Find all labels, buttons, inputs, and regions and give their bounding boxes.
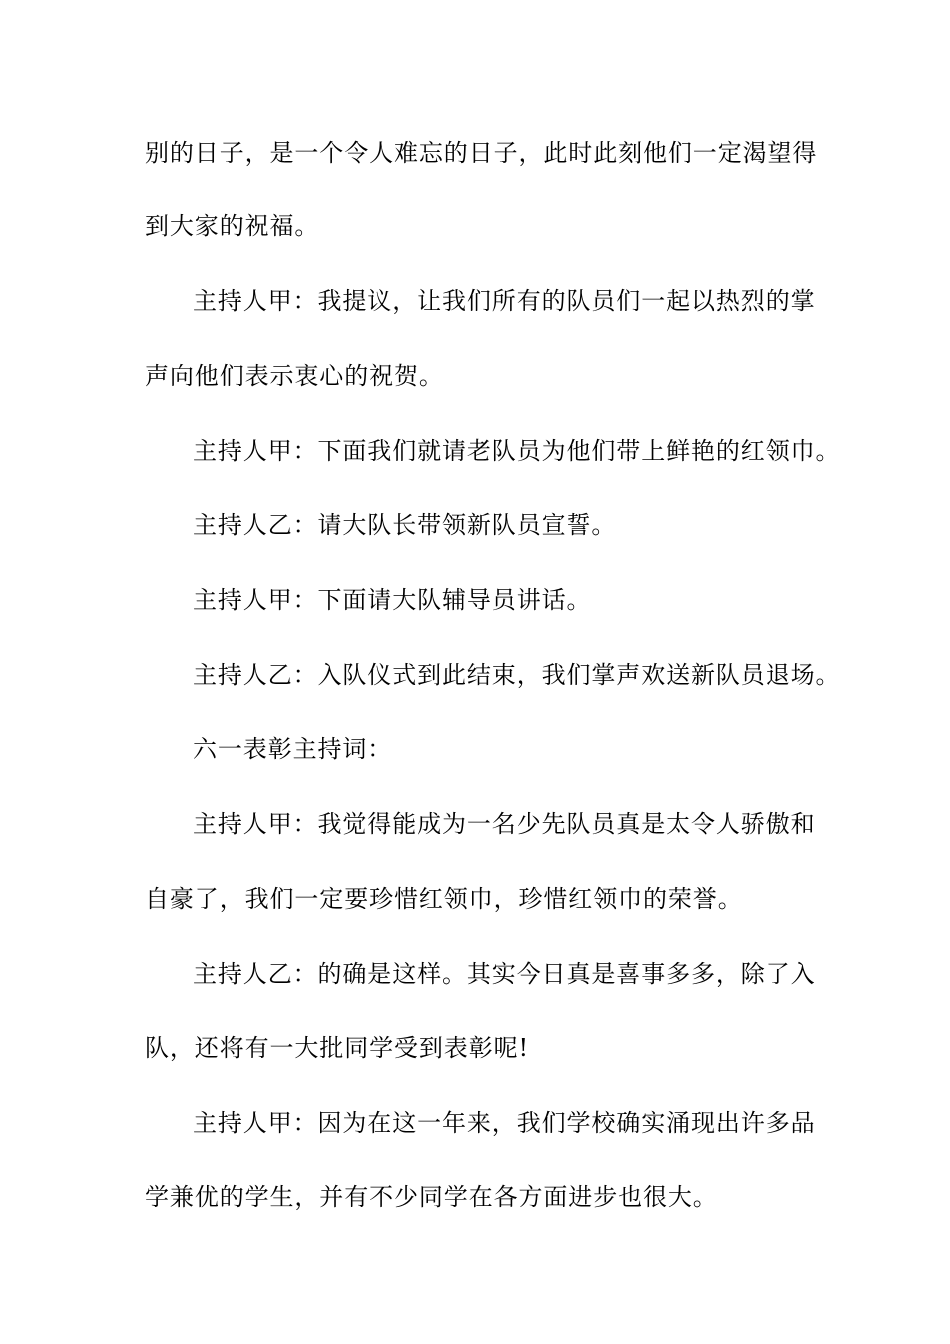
paragraph-line: 主持人甲：下面我们就请老队员为他们带上鲜艳的红领巾。: [193, 437, 841, 465]
paragraph-line: 主持人甲：下面请大队辅导员讲话。: [193, 586, 592, 614]
paragraph-line: 主持人甲：我提议，让我们所有的队员们一起以热烈的掌: [193, 287, 816, 315]
text-line: 声向他们表示衷心的祝贺。: [145, 362, 444, 390]
text-line: 自豪了，我们一定要珍惜红领巾，珍惜红领巾的荣誉。: [145, 885, 743, 913]
section-heading: 六一表彰主持词：: [193, 735, 393, 763]
paragraph-line: 主持人甲：因为在这一年来，我们学校确实涌现出许多品: [193, 1109, 816, 1137]
text-line: 别的日子，是一个令人难忘的日子，此时此刻他们一定渴望得: [145, 139, 818, 167]
paragraph-line: 主持人甲：我觉得能成为一名少先队员真是太令人骄傲和: [193, 810, 816, 838]
paragraph-line: 主持人乙：入队仪式到此结束，我们掌声欢送新队员退场。: [193, 661, 841, 689]
paragraph-line: 主持人乙：请大队长带领新队员宣誓。: [193, 511, 617, 539]
paragraph-line: 主持人乙：的确是这样。其实今日真是喜事多多，除了入: [193, 960, 816, 988]
text-line: 到大家的祝福。: [145, 212, 320, 240]
text-line: 队，还将有一大批同学受到表彰呢!: [145, 1034, 530, 1062]
text-line: 学兼优的学生，并有不少同学在各方面进步也很大。: [145, 1183, 718, 1211]
